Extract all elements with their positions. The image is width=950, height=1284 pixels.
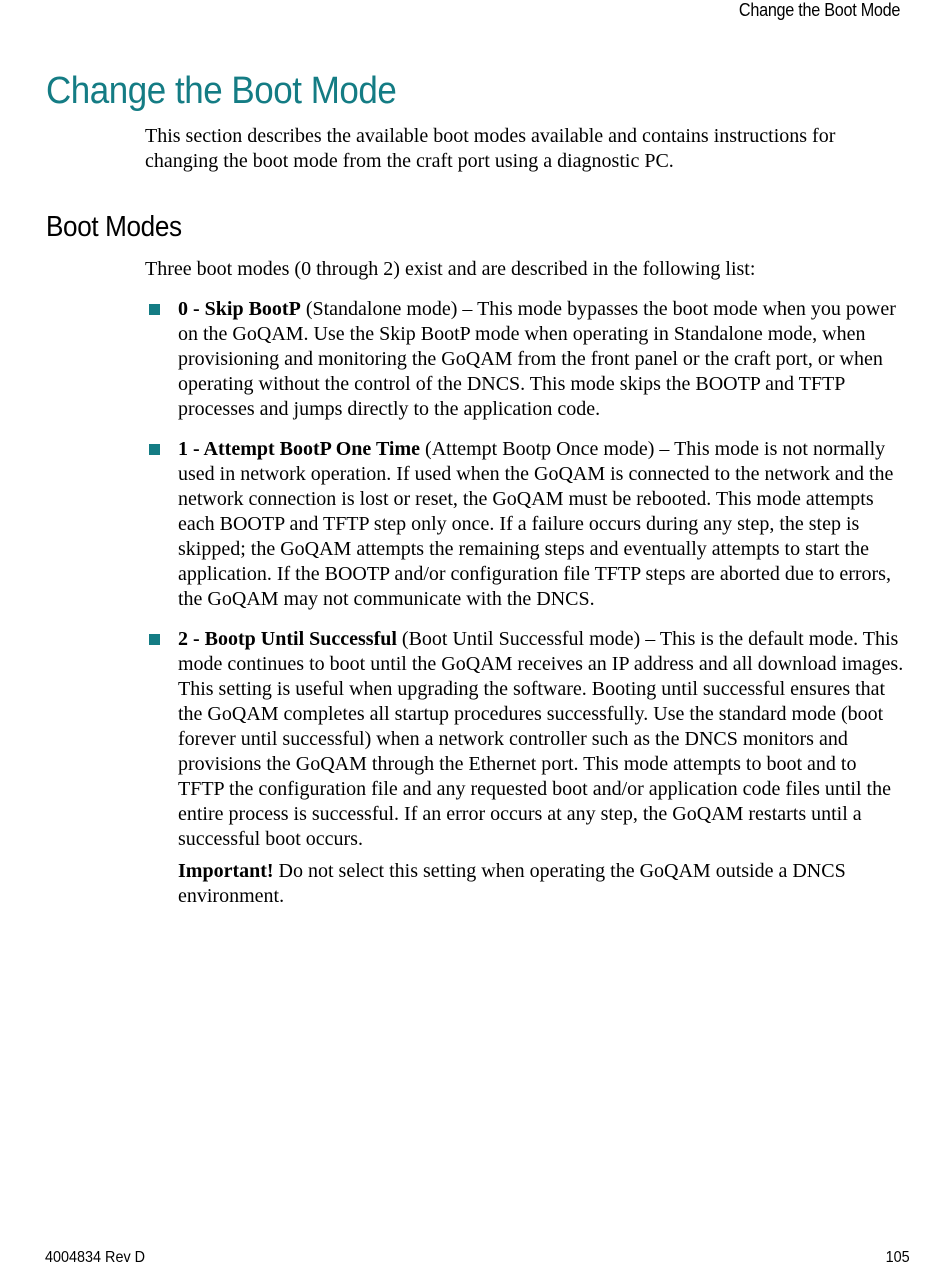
note-label: Important! [178, 860, 274, 882]
intro-paragraph: This section describes the available boot modes available and contains instructions for changing the boot mode from the craft port using a diagnostic PC. [145, 125, 836, 172]
square-bullet-icon [149, 304, 160, 315]
list-item [145, 627, 905, 909]
item-text: (Attempt Bootp Once mode) – This mode is not normally used in network operation. If used when the GoQAM is connected to the network and the network connection is lost or reset, the GoQAM must be rebooted. This mode attempts each BOOTP and TFTP step only once. If a failure occurs during any step, the step is skipped; the GoQAM attempts the remaining steps and eventually attempts to start the application. If the BOOTP and/or configuration file TFTP steps are aborted due to errors, the GoQAM may not communicate with the DNCS. [178, 438, 894, 610]
list-lead-paragraph: Three boot modes (0 through 2) exist and are described in the following list: [145, 258, 756, 280]
page-number: 105 [885, 1249, 910, 1266]
square-bullet-icon [149, 444, 160, 455]
important-note [178, 859, 905, 909]
item-label: 0 - Skip BootP [178, 298, 301, 320]
note-text: Do not select this setting when operating the GoQAM outside a DNCS environment. [178, 860, 846, 907]
section-heading: Boot Modes [46, 211, 182, 243]
item-text: (Boot Until Successful mode) – This is the default mode. This mode continues to boot until the GoQAM receives an IP address and all download images. This setting is useful when upgrading the software. Booting until successful ensures that the GoQAM completes all startup procedures successfully. Use the standard mode (boot forever until successful) when a network controller such as the DNCS monitors and provisions the GoQAM through the Ethernet port. This mode attempts to boot and to TFTP the configuration file and any requested boot and/or application code files until the entire process is successful. If an error occurs at any step, the GoQAM restarts until a successful boot occurs. [178, 628, 904, 850]
running-header: Change the Boot Mode [738, 0, 900, 20]
item-label: 1 - Attempt BootP One Time [178, 438, 421, 460]
page-title: Change the Boot Mode [46, 70, 397, 112]
square-bullet-icon [149, 634, 160, 645]
document-number: 4004834 Rev D [45, 1249, 146, 1266]
boot-mode-list [145, 297, 905, 924]
item-text: (Standalone mode) – This mode bypasses the boot mode when you power on the GoQAM. Use the Skip BootP mode when operating in Standalone mode, when provisioning and monitoring the GoQAM from the front panel or the craft port, or when operating without the control of the DNCS. This mode skips the BOOTP and TFTP processes and jumps directly to the application code. [178, 298, 896, 420]
list-item [145, 297, 905, 422]
item-label: 2 - Bootp Until Successful [178, 628, 397, 650]
list-item [145, 437, 905, 612]
